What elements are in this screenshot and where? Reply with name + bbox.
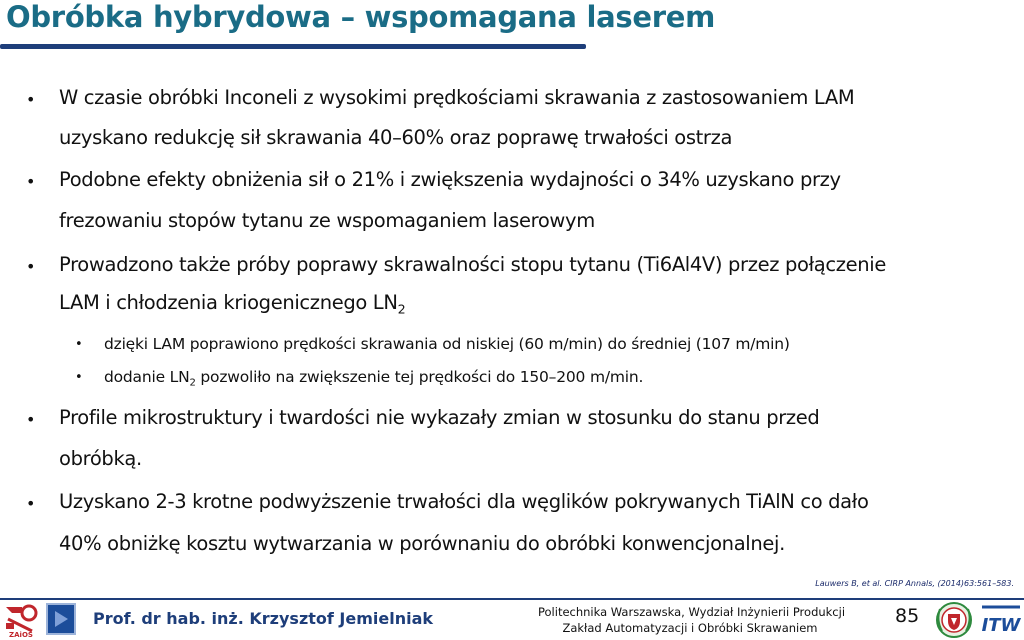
bullet-dot: • bbox=[26, 172, 36, 191]
zaios-logo-icon bbox=[2, 601, 40, 639]
bullet-1-line-2: uzyskano redukcję sił skrawania 40–60% oraz poprawę trwałości ostrza bbox=[59, 126, 733, 149]
subbullet-dot: • bbox=[75, 337, 83, 352]
zaios-logo-text: ZAiOS bbox=[9, 631, 33, 639]
bullet-3-line-1: Prowadzono także próby poprawy skrawalności stopu tytanu (Ti6Al4V) przez połączenie bbox=[59, 253, 887, 276]
bullet-1-line-1: W czasie obróbki Inconeli z wysokimi prędkościami skrawania z zastosowaniem LAM bbox=[59, 86, 855, 109]
bullet-dot: • bbox=[26, 410, 36, 429]
page-title: Obróbka hybrydowa – wspomagana laserem bbox=[6, 0, 715, 34]
institution-line-2: Zakład Automatyzacji i Obróbki Skrawaniem bbox=[562, 621, 818, 635]
page-number: 85 bbox=[895, 605, 920, 627]
bullet-dot: • bbox=[26, 257, 36, 276]
bullet-dot: • bbox=[26, 494, 36, 513]
subbullet-1: dzięki LAM poprawiono prędkości skrawania od niskiej (60 m/min) do średniej (107 m/min) bbox=[104, 335, 790, 353]
bullet-2-line-1: Podobne efekty obniżenia sił o 21% i zwiększenia wydajności o 34% uzyskano przy bbox=[59, 168, 841, 191]
subbullet-2: dodanie $LN_2$ pozwoliło na zwiększenie tej prędkości do 150–200 m/min. bbox=[104, 368, 644, 389]
author-name: Prof. dr hab. inż. Krzysztof Jemielniak bbox=[93, 609, 434, 628]
bullet-4-line-1: Profile mikrostruktury i twardości nie wykazały zmian w stosunku do stanu przed bbox=[59, 406, 820, 429]
university-seal-icon bbox=[934, 601, 974, 639]
institution-line-1: Politechnika Warszawska, Wydział Inżynierii Produkcji bbox=[538, 605, 846, 619]
bullet-5-line-2: 40% obniżkę kosztu wytwarzania w porównaniu do obróbki konwencjonalnej. bbox=[59, 532, 785, 555]
subbullet-dot: • bbox=[75, 370, 83, 385]
itw-logo-icon bbox=[980, 603, 1022, 637]
play-button[interactable] bbox=[46, 603, 76, 635]
itw-logo-text: ITW bbox=[981, 615, 1021, 636]
footer-divider bbox=[0, 598, 1024, 600]
bullet-dot: • bbox=[26, 90, 36, 109]
bullet-4-line-2: obróbką. bbox=[59, 447, 142, 470]
title-underline bbox=[0, 44, 586, 49]
reference-citation: Lauwers B, et al. CIRP Annals, (2014)63:561–583. bbox=[815, 579, 1014, 588]
bullet-5-line-1: Uzyskano 2-3 krotne podwyższenie trwałości dla węglików pokrywanych TiAlN co dało bbox=[59, 490, 869, 513]
play-icon bbox=[48, 605, 74, 633]
bullet-2-line-2: frezowaniu stopów tytanu ze wspomaganiem laserowym bbox=[59, 209, 595, 232]
bullet-3-line-2: LAM i chłodzenia kriogenicznego $LN_2$ bbox=[59, 291, 406, 317]
